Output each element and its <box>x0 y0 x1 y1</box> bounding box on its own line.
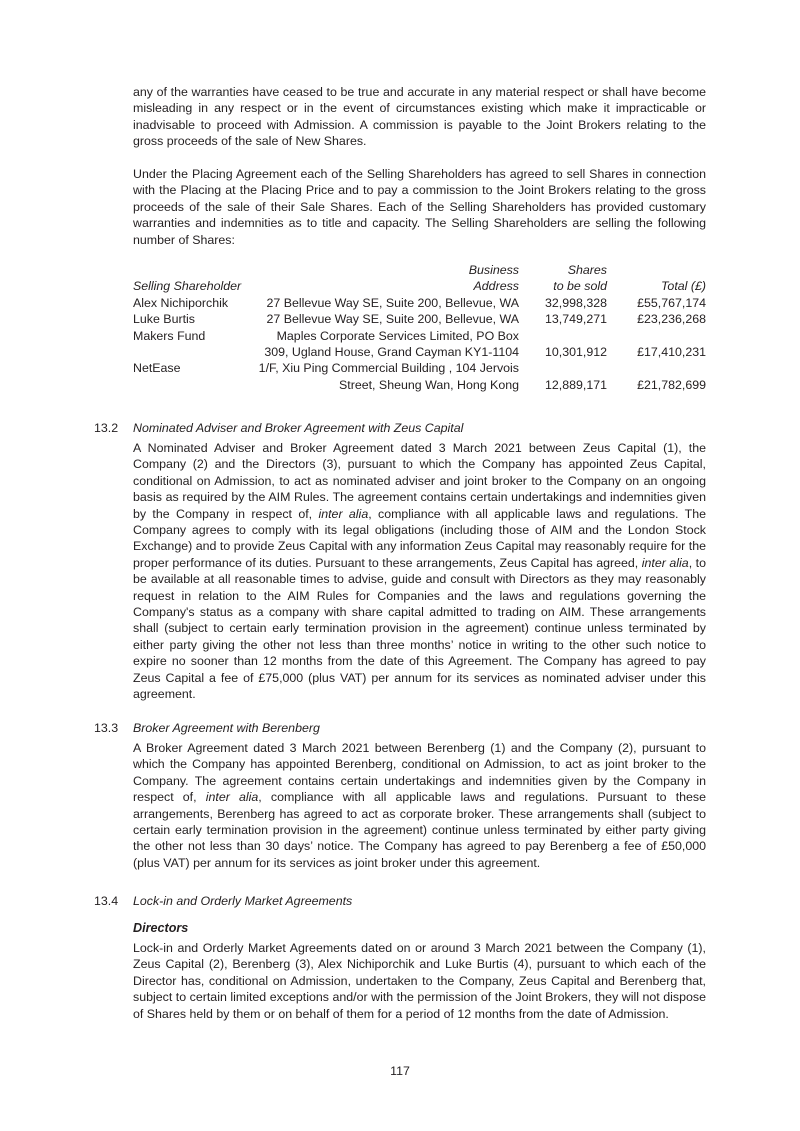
header-shares-line2: to be sold <box>553 279 607 294</box>
selling-shareholders-table <box>133 262 706 393</box>
cell-address: Street, Sheung Wan, Hong Kong <box>338 377 519 392</box>
section-13-3-paragraph <box>133 740 706 871</box>
section-title: Broker Agreement with Berenberg <box>133 721 320 735</box>
paragraph-text: A Broker Agreement dated 3 March 2021 between Berenberg (1) and the Company (2), pursuant to which the Company has appointed Berenberg, conditional on Admission, to act as joint broker to the Company. The agreement contains certain undertakings and indemnities given by the Company in respect of, <box>133 741 706 805</box>
italic-text: inter alia <box>205 790 259 805</box>
table-row <box>133 311 706 327</box>
paragraph-text: A Nominated Adviser and Broker Agreement dated 3 March 2021 between Zeus Capital (1), the Company (2) and the Directors (3), pursuant to which the Company has appointed Zeus Capital, conditional on Admission, to act as nominated adviser and joint broker to the Company on an ongoing basis as required by the AIM Rules. The agreement contains certain undertakings and indemnities given by the Company in respect of, <box>133 441 706 521</box>
paragraph-text: , compliance with all applicable laws and regulations. Pursuant to these arrangements, Berenberg has agreed to act as corporate broker. These arrangements shall (subject to certain early termination provision in the agreement) continue unless terminated by either party giving the other not less than 30 days’ notice. The Company has agreed to pay Berenberg a fee of £50,000 (plus VAT) per annum for its services as joint broker under this agreement. <box>133 790 707 870</box>
section-title: Nominated Adviser and Broker Agreement with Zeus Capital <box>133 421 464 435</box>
table-row <box>133 360 706 376</box>
cell-shares: 10,301,912 <box>544 345 607 360</box>
section-title: Lock-in and Orderly Market Agreements <box>133 894 353 908</box>
section-13-4-paragraph <box>133 940 706 1022</box>
italic-text: inter alia <box>318 506 369 521</box>
table-row-continuation <box>133 344 706 360</box>
table-row-continuation <box>133 377 706 393</box>
cell-address: 27 Bellevue Way SE, Suite 200, Bellevue, WA <box>266 312 519 327</box>
table-header-row <box>133 278 706 294</box>
cell-name: NetEase <box>133 361 181 376</box>
italic-text: inter alia <box>641 555 689 570</box>
cell-total: £55,767,174 <box>637 295 706 310</box>
cell-name: Luke Burtis <box>133 312 195 327</box>
cell-total: £23,236,268 <box>637 312 706 327</box>
intro-paragraph-1 <box>133 84 706 150</box>
cell-shares: 32,998,328 <box>544 295 607 310</box>
paragraph-text: Lock-in and Orderly Market Agreements dated on or around 3 March 2021 between the Company (1), Zeus Capital (2), Berenberg (3), Alex Nichiporchik and Luke Burtis (4), pursuant to which each of the Director has, conditional on Admission, undertaken to the Company, Zeus Capital and Berenberg that, subject to certain limited exceptions and/or with the permission of the Joint Brokers, they will not dispose of Shares held by them or on behalf of them for a period of 12 months from the date of Admission. <box>133 941 706 1021</box>
header-total: Total (£) <box>661 279 706 294</box>
cell-shares: 13,749,271 <box>544 312 607 327</box>
paragraph-text: , compliance with all applicable laws and regulations. The Company agrees to comply with its legal obligations (including those of AIM and the London Stock Exchange) and to provide Zeus Capital with any information Zeus Capital may reasonably require for the proper performance of its duties. Pursuant to these arrangements, Zeus Capital has agreed, <box>133 506 706 570</box>
cell-total: £17,410,231 <box>637 345 706 360</box>
page-number: 117 <box>390 1064 410 1078</box>
header-address-line1: Business <box>468 263 519 277</box>
cell-name: Alex Nichiporchik <box>133 295 229 310</box>
section-number: 13.3 <box>94 721 119 735</box>
cell-total: £21,782,699 <box>637 377 706 392</box>
cell-address: Maples Corporate Services Limited, PO Box <box>276 328 519 343</box>
table-row <box>133 328 706 344</box>
section-number: 13.2 <box>94 421 119 435</box>
cell-name: Makers Fund <box>133 328 206 343</box>
table-row <box>133 295 706 311</box>
cell-address: 27 Bellevue Way SE, Suite 200, Bellevue, WA <box>266 295 519 310</box>
cell-shares: 12,889,171 <box>544 377 607 392</box>
intro-paragraph-2 <box>133 166 706 248</box>
paragraph-text: , to be available at all reasonable times to advise, guide and consult with Directors as they may reasonably request in relation to the AIM Rules for Companies and the laws and regulations governing the Company's status as a company with share capital admitted to trading on AIM. These arrangements shall (subject to certain early termination provision in the agreement) continue unless terminated by either party giving the other not less than three months’ notice in writing to the other such notice to expire no sooner than 12 months from the date of this Agreement. The Company has agreed to pay Zeus Capital a fee of £75,000 (plus VAT) per annum for its services as nominated adviser under this agreement. <box>133 555 707 702</box>
header-shareholder: Selling Shareholder <box>133 279 242 294</box>
header-shares-line1: Shares <box>567 263 607 277</box>
cell-address: 309, Ugland House, Grand Cayman KY1-1104 <box>264 345 519 360</box>
table-header-row <box>133 262 706 278</box>
paragraph-text: any of the warranties have ceased to be true and accurate in any material respect or shall have become misleading in any respect or in the event of circumstances existing which make it impracticable or inadvisable to proceed with Admission. A commission is payable to the Joint Brokers relating to the gross proceeds of the sale of New Shares. <box>133 85 706 149</box>
section-13-2-paragraph <box>133 440 706 703</box>
cell-address: 1/F, Xiu Ping Commercial Building , 104 Jervois <box>258 361 519 376</box>
subheading-directors: Directors <box>133 921 189 935</box>
header-address-line2: Address <box>473 279 519 294</box>
section-number: 13.4 <box>94 894 119 908</box>
paragraph-text: Under the Placing Agreement each of the Selling Shareholders has agreed to sell Shares in connection with the Placing at the Placing Price and to pay a commission to the Joint Brokers relating to the gross proceeds of the sale of their Sale Shares. Each of the Selling Shareholders has provided customary warranties and indemnities as to title and capacity. The Selling Shareholders are selling the following number of Shares: <box>133 167 706 247</box>
